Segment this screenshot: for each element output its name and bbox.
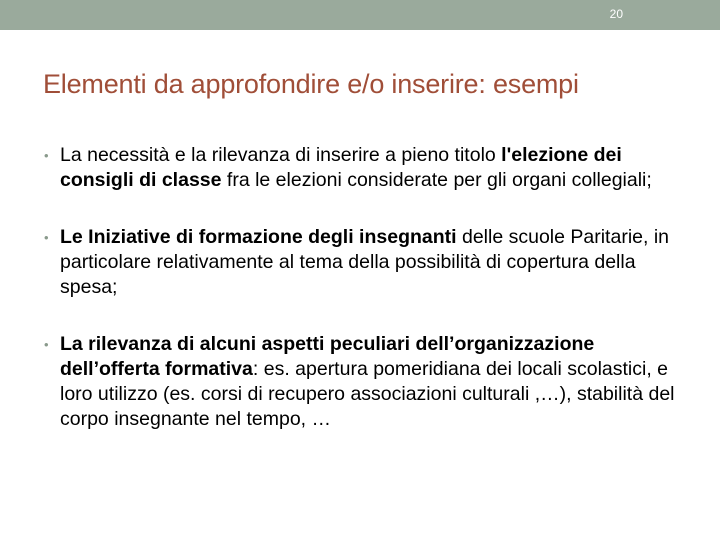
header-bar xyxy=(0,0,720,30)
bullet-marker-icon: • xyxy=(44,148,49,163)
bullet-tail-text: fra le elezioni considerate per gli organi collegiali; xyxy=(221,169,652,191)
bullet-list xyxy=(44,143,694,432)
bullet-text xyxy=(60,144,652,191)
bullet-item xyxy=(44,143,694,193)
bullet-item xyxy=(44,225,694,300)
bullet-bold-text: l'elezione dei consigli di classe xyxy=(60,144,622,191)
bullet-item xyxy=(44,332,694,432)
bullet-lead-text: La necessità e la rilevanza di inserire a pieno titolo xyxy=(60,144,502,166)
page-number: 20 xyxy=(609,7,623,21)
bullet-bold-text: La rilevanza di alcuni aspetti peculiari dell’organizzazione dell’offerta formativa xyxy=(60,333,595,380)
bullet-bold-text: Le Iniziative di formazione degli insegnanti xyxy=(60,226,457,248)
bullet-tail-text: : es. apertura pomeridiana dei locali scolastici, e loro utilizzo (es. corsi di recupero associazioni culturali ,…), stabilità del corpo insegnante nel tempo, … xyxy=(60,358,675,430)
bullet-marker-icon: • xyxy=(44,337,49,352)
bullet-marker-icon: • xyxy=(44,230,49,245)
bullet-text xyxy=(60,226,669,298)
bullet-text xyxy=(60,333,675,430)
slide-title: Elementi da approfondire e/o inserire: esempi xyxy=(43,69,579,99)
bullet-tail-text: delle scuole Paritarie, in particolare relativamente al tema della possibilità di copertura della spesa; xyxy=(60,226,670,298)
